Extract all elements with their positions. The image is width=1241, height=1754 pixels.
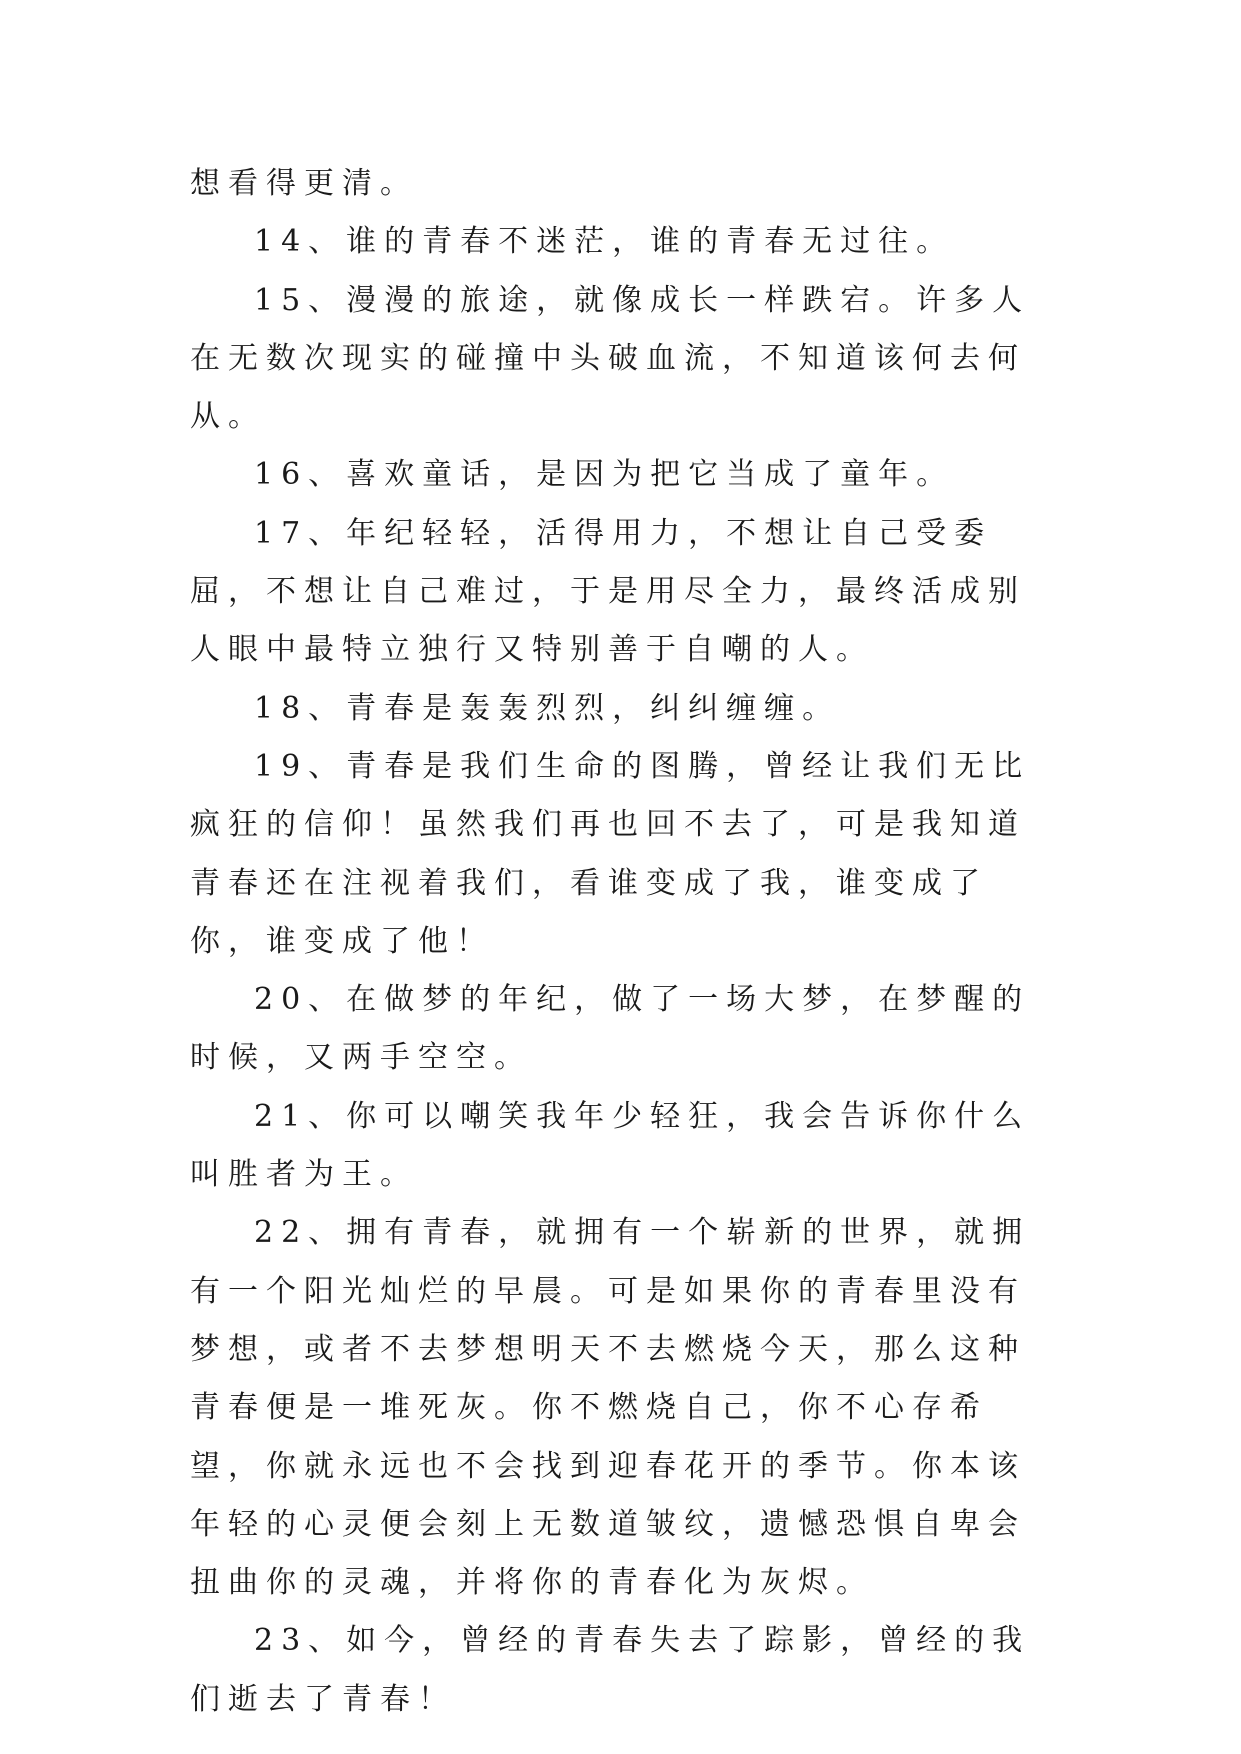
paragraph-19: 19、青春是我们生命的图腾，曾经让我们无比疯狂的信仰！虽然我们再也回不去了，可是我知道青春还在注视着我们，看谁变成了我，谁变成了你，谁变成了他！ — [190, 748, 1031, 959]
paragraph-14: 14、谁的青春不迷茫，谁的青春无过往。 — [254, 224, 955, 260]
paragraph-18: 18、青春是轰轰烈烈，纠纠缠缠。 — [254, 690, 841, 726]
paragraph-17: 17、年纪轻轻，活得用力，不想让自己受委屈，不想让自己难过，于是用尽全力，最终活成别人眼中最特立独行又特别善于自嘲的人。 — [190, 515, 1026, 668]
paragraph-21: 21、你可以嘲笑我年少轻狂，我会告诉你什么叫胜者为王。 — [190, 1098, 1031, 1193]
paragraph-16: 16、喜欢童话，是因为把它当成了童年。 — [254, 457, 955, 493]
paragraph-15: 15、漫漫的旅途，就像成长一样跌宕。许多人在无数次现实的碰撞中头破血流，不知道该何去何从。 — [190, 282, 1031, 435]
paragraph-23: 23、如今，曾经的青春失去了踪影，曾经的我们逝去了青春！ — [190, 1623, 1031, 1717]
paragraph-fragment: 想看得更清。 — [190, 166, 418, 201]
paragraph-22: 22、拥有青春，就拥有一个崭新的世界，就拥有一个阳光灿烂的早晨。可是如果你的青春里没有梦想，或者不去梦想明天不去燃烧今天，那么这种青春便是一堆死灰。你不燃烧自己，你不心存希望，你就永远也不会找到迎春花开的季节。你本该年轻的心灵便会刻上无数道皱纹，遗憾恐惧自卑会扭曲你的灵魂，并将你的青春化为灰烬。 — [190, 1215, 1031, 1601]
document-body — [190, 155, 1056, 1729]
paragraph-20: 20、在做梦的年纪，做了一场大梦，在梦醒的时候，又两手空空。 — [190, 982, 1031, 1076]
